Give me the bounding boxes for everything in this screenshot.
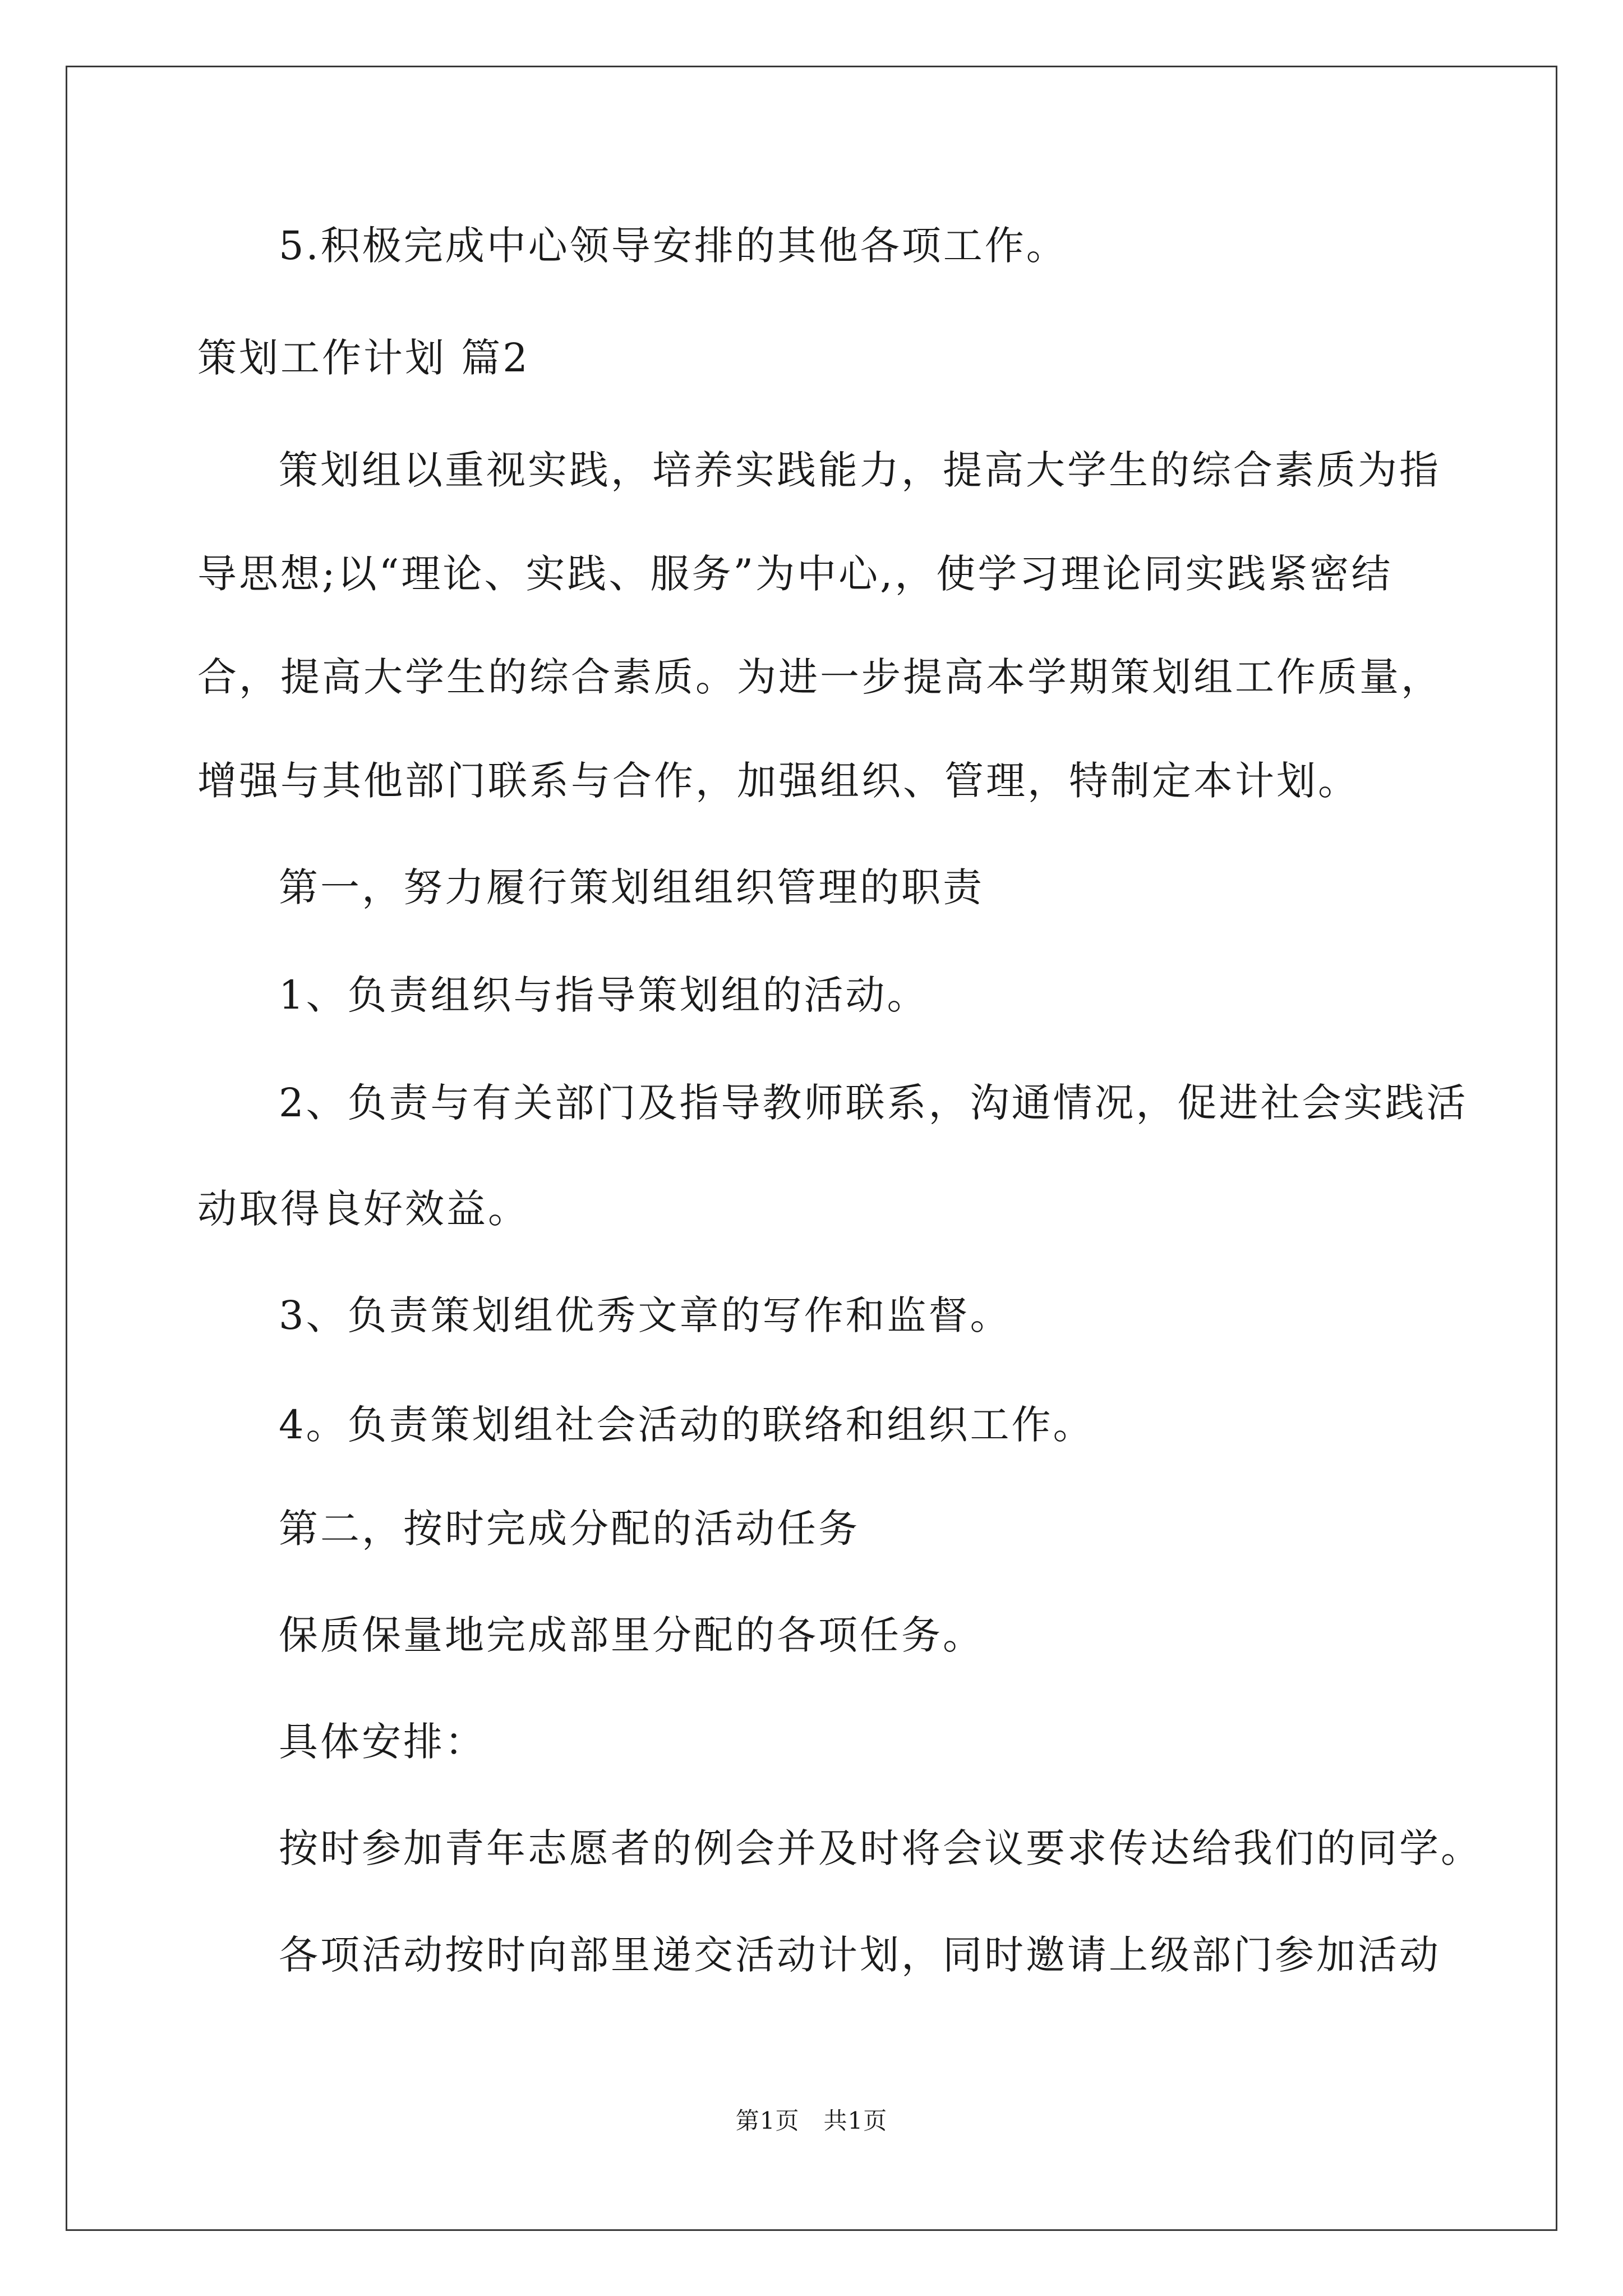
paragraph-line: 增强与其他部门联系与合作，加强组织、管理，特制定本计划。 [197, 758, 1359, 804]
paragraph-line: 合，提高大学生的综合素质。为进一步提高本学期策划组工作质量， [197, 654, 1442, 700]
paragraph-line: 第二，按时完成分配的活动任务 [279, 1506, 860, 1552]
list-item: 3、负责策划组优秀文章的写作和监督。 [279, 1292, 1012, 1338]
paragraph-line: 策划组以重视实践，培养实践能力，提高大学生的综合素质为指 [279, 447, 1441, 493]
paragraph-line: 各项活动按时向部里递交活动计划，同时邀请上级部门参加活动 [279, 1932, 1441, 1978]
paragraph-line: 5.积极完成中心领导安排的其他各项工作。 [279, 223, 1068, 269]
paragraph-line: 保质保量地完成部里分配的各项任务。 [279, 1612, 984, 1658]
page-footer: 第1页 共1页 [735, 2107, 888, 2134]
paragraph-line: 动取得良好效益。 [197, 1186, 529, 1232]
list-item: 2、负责与有关部门及指导教师联系，沟通情况，促进社会实践活 [279, 1080, 1468, 1126]
paragraph-line: 第一，努力履行策划组组织管理的职责 [279, 864, 984, 910]
paragraph-line: 具体安排： [279, 1719, 486, 1765]
list-item: 4。负责策划组社会活动的联络和组织工作。 [279, 1402, 1095, 1448]
paragraph-line: 按时参加青年志愿者的例会并及时将会议要求传达给我们的同学。 [279, 1825, 1482, 1871]
page-border [66, 66, 1557, 2231]
section-heading: 策划工作计划 篇2 [197, 335, 530, 381]
paragraph-line: 导思想;以“理论、实践、服务”为中心,，使学习理论同实践紧密结 [197, 551, 1393, 597]
list-item: 1、负责组织与指导策划组的活动。 [279, 972, 929, 1018]
